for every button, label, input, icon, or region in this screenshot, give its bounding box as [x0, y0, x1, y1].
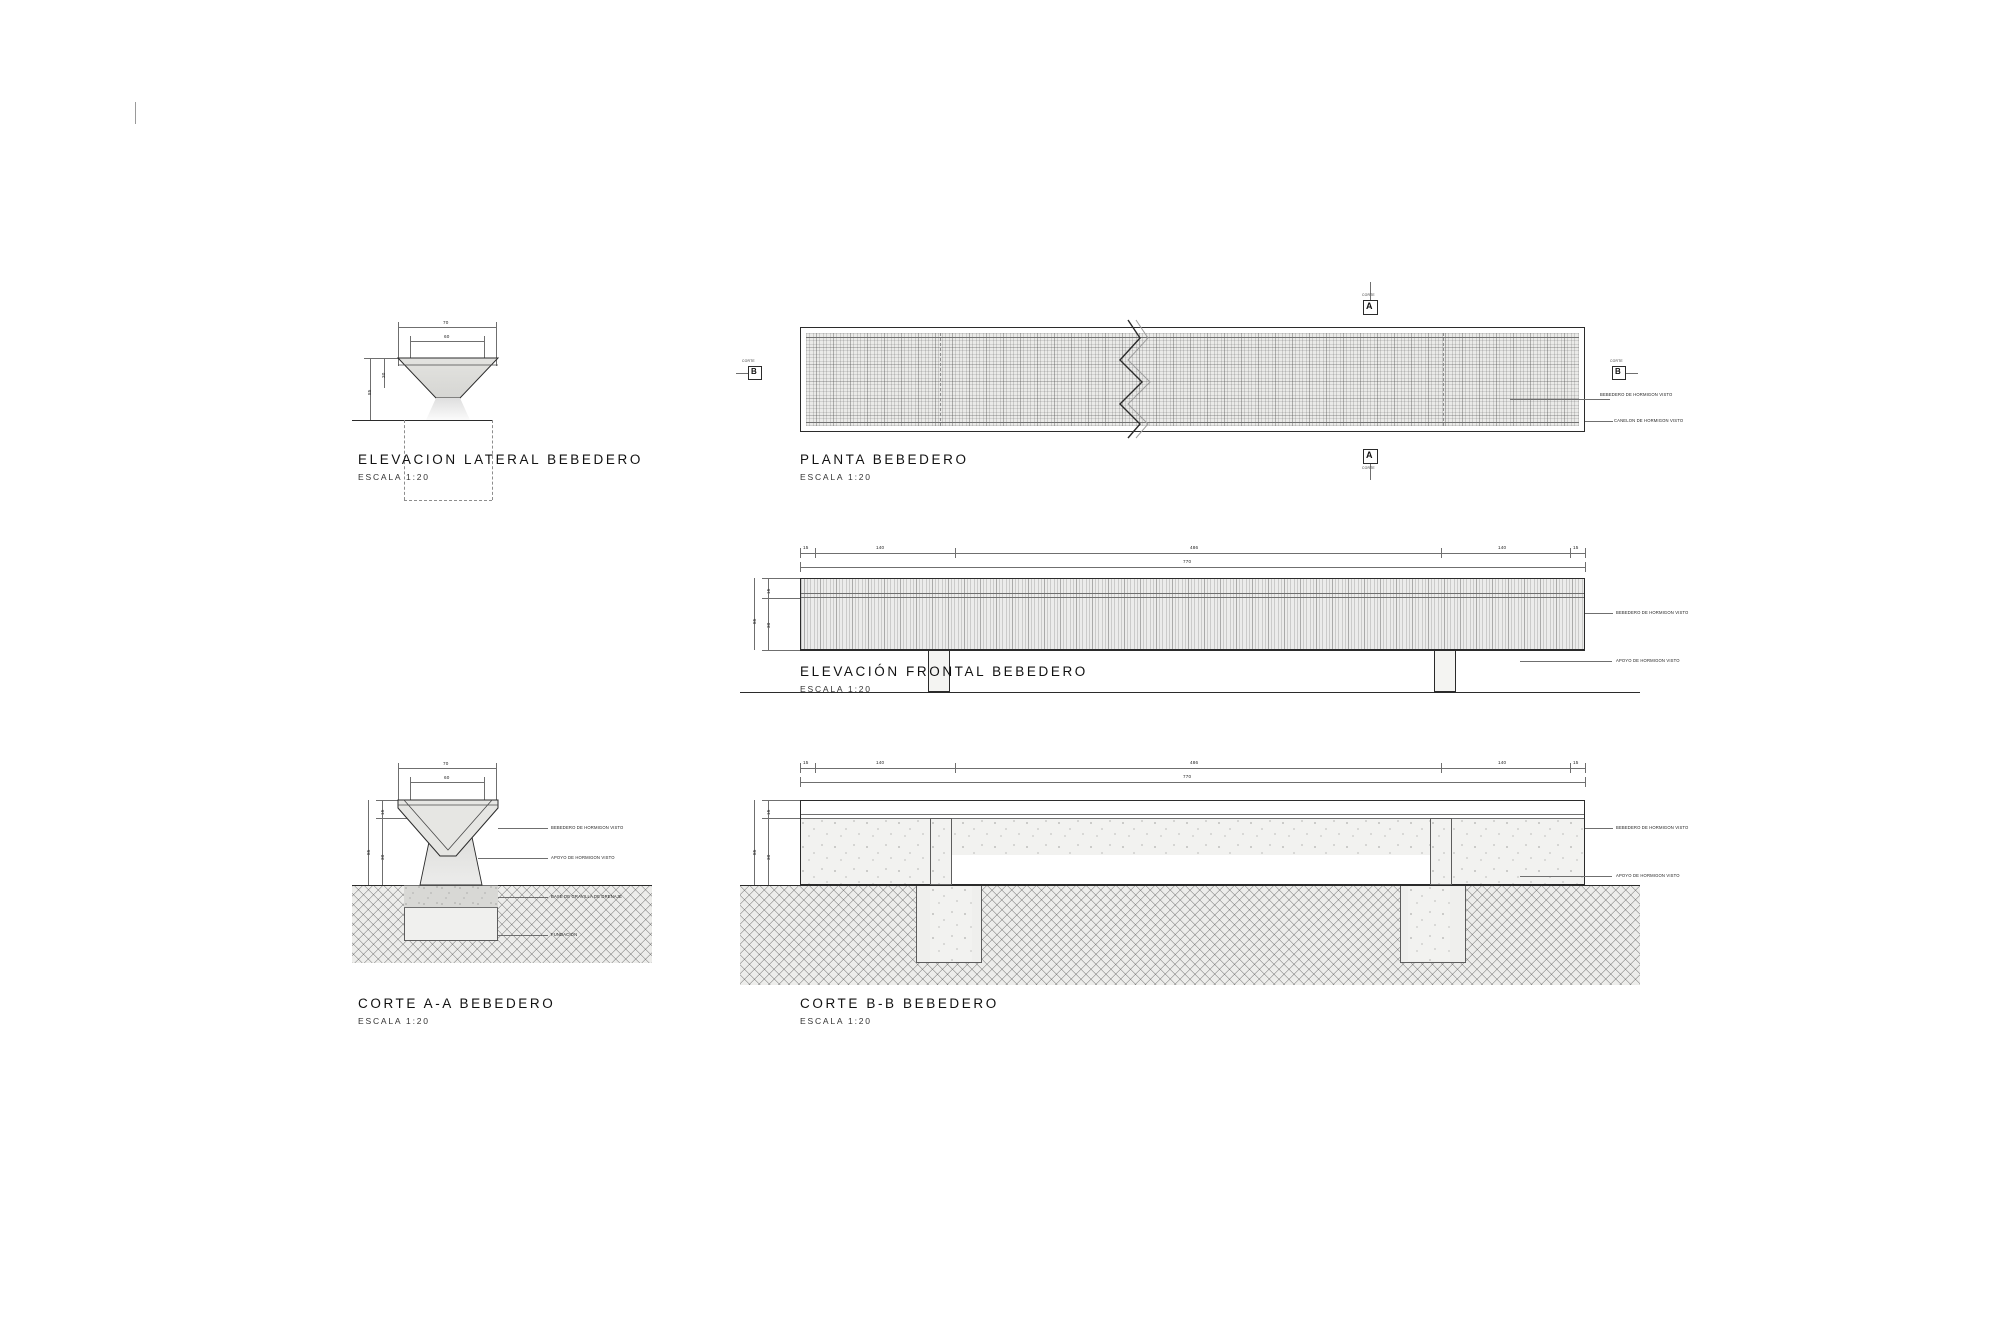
frontal-vdim-line-85 — [754, 578, 755, 650]
plan-break-symbol — [1110, 320, 1156, 438]
aa-dimline-70 — [398, 768, 496, 769]
aa-note-leader-1 — [498, 828, 548, 829]
aa-dim-60: 60 — [444, 775, 450, 780]
section-sub-b-left: CORTE — [742, 359, 755, 363]
frontal-note-leader-2 — [1520, 661, 1612, 662]
aa-gravel-bottom — [404, 907, 498, 908]
bb-vext-1 — [762, 800, 804, 801]
bb-dim-486: 486 — [1190, 760, 1199, 765]
frontal-note-1: BEBEDERO DE HORMIGON VISTO — [1616, 610, 1689, 615]
frontal-dimline-total — [800, 567, 1585, 568]
section-letter-a-bottom: A — [1366, 450, 1373, 460]
title-corte-bb: CORTE B-B BEBEDERO — [800, 996, 999, 1011]
aa-dim-15: 15 — [380, 809, 385, 815]
dim-line-60 — [410, 341, 484, 342]
plan-note-2: CANELON DE HORMIGON VISTO — [1614, 418, 1684, 423]
plan-note-leader-1 — [1510, 399, 1610, 400]
scale-planta: ESCALA 1:20 — [800, 472, 872, 482]
frontal-note-2: APOYO DE HORMIGON VISTO — [1616, 658, 1680, 663]
bb-dim-30-v: 30 — [766, 854, 771, 860]
frontal-dimtick-1 — [800, 548, 801, 558]
bb-stem-left-outline — [930, 818, 952, 885]
frontal-dim-140-right: 140 — [1498, 545, 1507, 550]
aa-note-leader-2 — [478, 858, 548, 859]
aa-trough-section — [398, 800, 498, 866]
bb-dim-15-left: 15 — [803, 760, 809, 765]
aa-note-1: BEBEDERO DE HORMIGON VISTO — [551, 825, 624, 830]
aa-note-2: APOYO DE HORMIGON VISTO — [551, 855, 615, 860]
aa-dimtick-70-l — [398, 763, 399, 803]
plan-inner-line-top — [806, 337, 1579, 338]
section-sub-b-right: CORTE — [1610, 359, 1623, 363]
scale-elevacion-frontal: ESCALA 1:20 — [800, 684, 872, 694]
aa-vdim-line-b — [368, 800, 369, 885]
bb-footing-right-fill — [1408, 885, 1450, 961]
plan-support-right — [1443, 333, 1444, 426]
section-line-b-left — [736, 373, 748, 374]
bb-soil-mass — [740, 885, 1640, 985]
frontal-dimtick-4 — [1441, 548, 1442, 558]
bb-dim-15-v: 15 — [766, 809, 771, 815]
bb-note-leader-1 — [1585, 828, 1613, 829]
title-corte-aa: CORTE A-A BEBEDERO — [358, 996, 556, 1011]
title-planta: PLANTA BEBEDERO — [800, 452, 969, 467]
scale-corte-aa: ESCALA 1:20 — [358, 1016, 430, 1026]
dim-line-70 — [398, 327, 496, 328]
bb-dimtick-3 — [955, 763, 956, 773]
bb-dim-85-v: 85 — [752, 849, 757, 855]
frontal-vdim-ext-mid — [762, 598, 802, 599]
aa-dimline-60 — [410, 782, 484, 783]
aa-dim-85: 85 — [366, 849, 371, 855]
frontal-total-tick-l — [800, 562, 801, 572]
registration-tick — [135, 102, 136, 124]
section-line-b-right — [1626, 373, 1638, 374]
section-sub-a-top: CORTE — [1362, 293, 1375, 297]
title-elevacion-frontal: ELEVACIÓN FRONTAL BEBEDERO — [800, 664, 1088, 679]
bb-dim-140-left: 140 — [876, 760, 885, 765]
frontal-dim-15-right: 15 — [1573, 545, 1579, 550]
frontal-dimtick-5 — [1570, 548, 1571, 558]
section-line-a-top — [1370, 282, 1371, 300]
aa-gravel-base — [404, 885, 498, 907]
frontal-bottom-edge — [800, 650, 1585, 651]
bb-slab-bottom — [800, 885, 1585, 886]
bb-vext-2 — [762, 818, 804, 819]
frontal-vdim-ext-bot — [762, 650, 802, 651]
bb-note-leader-2 — [1520, 876, 1612, 877]
aa-ground-line — [352, 885, 652, 886]
frontal-trough-inner — [801, 597, 1584, 598]
plan-note-leader-2 — [1585, 421, 1613, 422]
aa-note-leader-3 — [498, 897, 548, 898]
title-elevacion-lateral: ELEVACION LATERAL BEBEDERO — [358, 452, 643, 467]
frontal-trough-hatch — [801, 579, 1584, 649]
frontal-dimtick-2 — [815, 548, 816, 558]
section-letter-b-right: B — [1615, 367, 1622, 376]
bb-footing-left-fill — [930, 885, 972, 961]
bb-note-2: APOYO DE HORMIGON VISTO — [1616, 873, 1680, 878]
frontal-support-right — [1434, 650, 1456, 692]
lateral-ground-line — [352, 420, 492, 421]
frontal-dim-30-v: 30 — [766, 622, 771, 628]
bb-dimtick-2 — [815, 763, 816, 773]
bb-trough-inner — [801, 818, 1584, 819]
frontal-trough-rim — [801, 593, 1584, 594]
frontal-dimline-top — [800, 553, 1585, 554]
aa-dimtick-70-r — [496, 763, 497, 803]
lateral-trough-shape — [398, 358, 498, 420]
bb-total-tick-l — [800, 777, 801, 787]
frontal-dim-770: 770 — [1183, 559, 1192, 564]
bb-trough-rim — [801, 814, 1584, 815]
frontal-dim-85-v: 85 — [752, 618, 757, 624]
bb-dim-15-right: 15 — [1573, 760, 1579, 765]
dim-label-70-lateral: 70 — [443, 320, 449, 325]
dim-label-60-lateral: 60 — [444, 334, 450, 339]
lateral-foundation-bottom — [404, 500, 492, 501]
frontal-vdim-ext-top — [762, 578, 802, 579]
scale-elevacion-lateral: ESCALA 1:20 — [358, 472, 430, 482]
frontal-dimtick-6 — [1585, 548, 1586, 558]
plan-inner-line-bottom — [806, 422, 1579, 423]
bb-dimline-total — [800, 782, 1585, 783]
aa-dim-30: 30 — [380, 854, 385, 860]
frontal-dim-15-v: 15 — [766, 588, 771, 594]
bb-dimtick-6 — [1585, 763, 1586, 773]
bb-dimtick-5 — [1570, 763, 1571, 773]
section-letter-a-top: A — [1366, 301, 1373, 311]
frontal-note-leader-1 — [1585, 613, 1613, 614]
bb-stem-right-outline — [1430, 818, 1452, 885]
plan-support-left — [940, 333, 941, 426]
aa-note-leader-4 — [498, 935, 548, 936]
bb-total-tick-r — [1585, 777, 1586, 787]
bb-dimline-top — [800, 768, 1585, 769]
aa-dim-70: 70 — [443, 761, 449, 766]
plan-note-1: BEBEDERO DE HORMIGON VISTO — [1600, 392, 1673, 397]
frontal-dim-15-left: 15 — [803, 545, 809, 550]
aa-note-3: BASE DE GRAVILLA DE DRENAJE — [551, 894, 622, 899]
frontal-dim-140-left: 140 — [876, 545, 885, 550]
dim-label-85-lateral: 85 — [367, 389, 372, 395]
bb-dim-140-right: 140 — [1498, 760, 1507, 765]
frontal-total-tick-r — [1585, 562, 1586, 572]
frontal-ground-line — [740, 692, 1640, 693]
plan-surface-hatch — [806, 333, 1579, 426]
frontal-dim-486: 486 — [1190, 545, 1199, 550]
dim-label-30-lateral: 30 — [381, 372, 386, 378]
scale-corte-bb: ESCALA 1:20 — [800, 1016, 872, 1026]
bb-dimtick-4 — [1441, 763, 1442, 773]
bb-dimtick-1 — [800, 763, 801, 773]
bb-trough-void — [942, 855, 1442, 885]
bb-vdim-line-b — [754, 800, 755, 885]
bb-dim-770: 770 — [1183, 774, 1192, 779]
aa-note-4: FUNDACIÓN — [551, 932, 578, 937]
section-sub-a-bottom: CORTE — [1362, 466, 1375, 470]
section-letter-b-left: B — [751, 367, 758, 376]
bb-note-1: BEBEDERO DE HORMIGON VISTO — [1616, 825, 1689, 830]
frontal-dimtick-3 — [955, 548, 956, 558]
